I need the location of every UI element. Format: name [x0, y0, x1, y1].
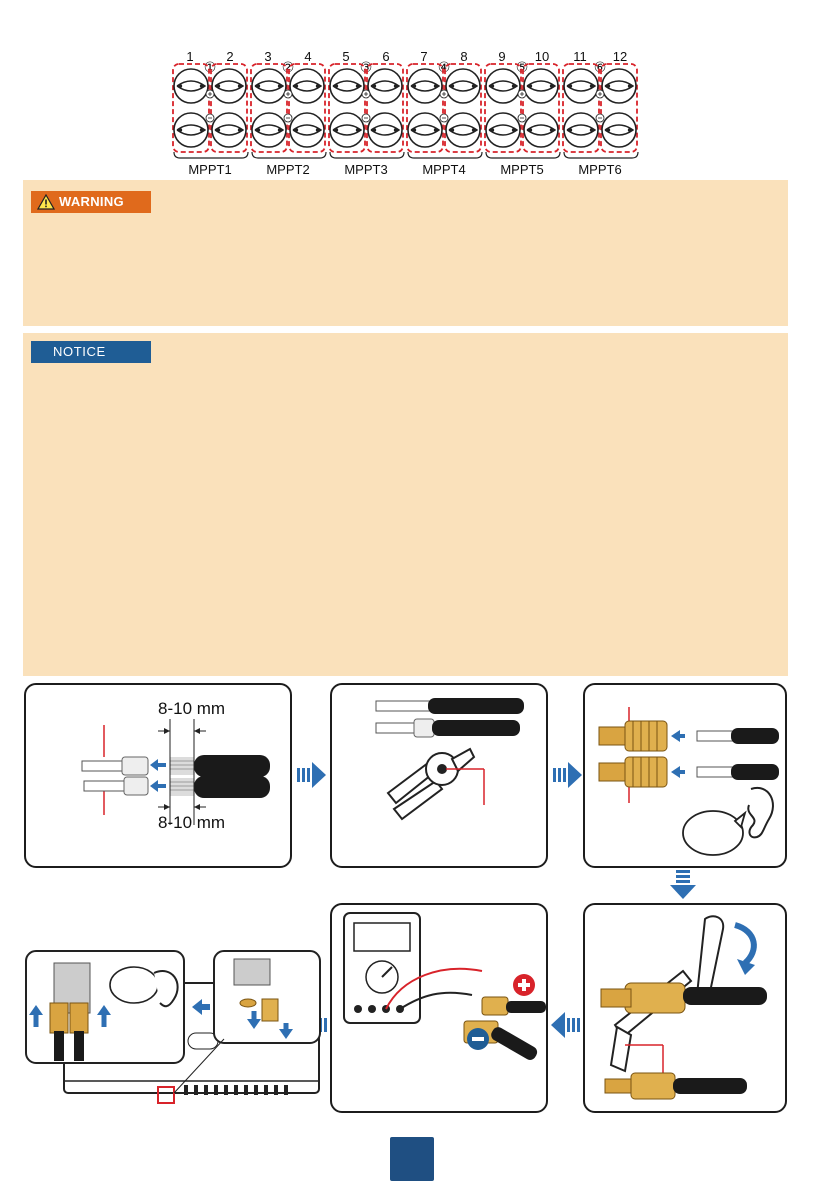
step-insert-contact-panel [583, 683, 787, 868]
terminal-number: 8 [460, 49, 468, 64]
warning-tag [31, 191, 151, 213]
string-circled-number: ⑤ [515, 60, 529, 76]
strip-length-top-label: 8-10 mm [158, 699, 226, 718]
strip-length-bottom-label: 8-10 mm [158, 813, 226, 832]
terminal-number: 7 [420, 49, 428, 64]
mppt-group [173, 49, 248, 177]
step-measure-voltage-panel [330, 903, 548, 1113]
flow-arrow-down-icon [668, 870, 698, 900]
step-crimp-contact-panel [330, 683, 548, 868]
terminal-number: 11 [573, 49, 587, 64]
terminal-number: 6 [382, 49, 390, 64]
string-circled-number: ④ [437, 60, 451, 76]
notice-tag [31, 341, 151, 363]
mppt-label: MPPT6 [578, 162, 622, 177]
terminal-number: 2 [226, 49, 234, 64]
flow-arrow-left-icon [550, 1010, 580, 1040]
mppt-label: MPPT2 [266, 162, 310, 177]
connector-assembly-illustration [585, 685, 785, 866]
notice-label: NOTICE [53, 344, 106, 359]
mppt-label: MPPT1 [188, 162, 232, 177]
mppt-group [563, 49, 638, 177]
warning-triangle-icon [37, 194, 55, 210]
notice-callout [23, 333, 788, 676]
terminal-number: 12 [612, 49, 628, 64]
string-circled-number: ② [281, 60, 295, 76]
wrench-tightening-illustration [585, 905, 785, 1111]
inverter-connection-illustration [24, 903, 324, 1113]
crimp-tool-illustration [332, 685, 546, 866]
terminal-number: 3 [264, 49, 272, 64]
string-circled-number: ① [203, 60, 217, 76]
mppt-label: MPPT3 [344, 162, 388, 177]
mppt-terminal-diagram [170, 48, 650, 178]
mppt-label: MPPT5 [500, 162, 544, 177]
step-strip-cable-panel [24, 683, 292, 868]
mppt-label: MPPT4 [422, 162, 466, 177]
flow-arrow-right-icon [297, 760, 327, 790]
terminal-number: 4 [304, 49, 312, 64]
mppt-group [251, 49, 326, 177]
multimeter-illustration [332, 905, 546, 1111]
string-circled-number: ⑥ [593, 60, 607, 76]
page-number-badge [390, 1137, 434, 1181]
mppt-group [329, 49, 404, 177]
step-tighten-nut-panel [583, 903, 787, 1113]
flow-arrow-right-icon [553, 760, 583, 790]
terminal-number: 5 [342, 49, 350, 64]
step-connect-inverter-panel [24, 903, 324, 1113]
terminal-number: 1 [186, 49, 194, 64]
warning-label: WARNING [59, 194, 124, 209]
mppt-group [485, 49, 560, 177]
string-circled-number: ③ [359, 60, 373, 76]
terminal-number: 10 [534, 49, 550, 64]
terminal-number: 9 [498, 49, 506, 64]
mppt-group [407, 49, 482, 177]
